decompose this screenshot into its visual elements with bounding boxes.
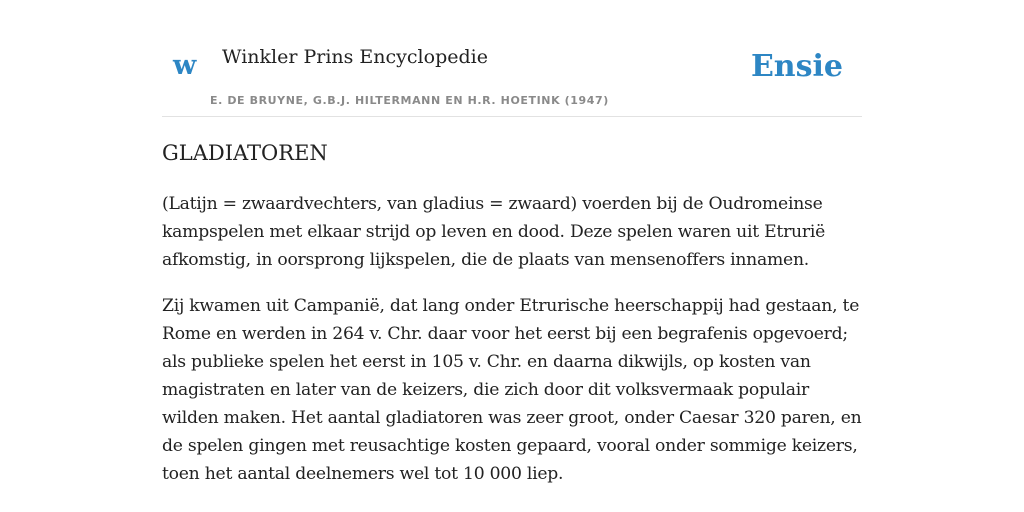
- article-paragraph: Zij kwamen uit Campanië, dat lang onder Etrurische heerschappij had gestaan, te Rome en werden in 264 v. Chr. daar voor het eerst bij een begrafenis opgevoerd; als publieke spelen het eerst in 105 v. Chr. en daarna dikwijls, op kosten van magistraten en later van de keizers, die zich door dit volksvermaak populair wilden maken. Het aantal gladiatoren was zeer groot, onder Caesar 320 paren, en de spelen gingen met reusachtige kosten gepaard, vooral onder sommige keizers, toen het aantal deelnemers wel tot 10 000 liep.: [162, 296, 862, 485]
- encyclopedia-title[interactable]: Winkler Prins Encyclopedie: [222, 46, 488, 68]
- article-paragraph: (Latijn = zwaardvechters, van gladius = zwaard) voerden bij de Oudromeinse kampspelen met elkaar strijd op leven en dood. Deze spelen waren uit Etrurië afkomstig, in oorsprong lijkspelen, die de plaats van mensenoffers innamen.: [162, 194, 825, 271]
- article-title: GLADIATOREN: [162, 141, 328, 165]
- authors-line: E. DE BRUYNE, G.B.J. HILTERMANN EN H.R. HOETINK (1947): [210, 94, 609, 107]
- ensie-logo[interactable]: Ensie: [750, 49, 843, 84]
- logo-w-icon[interactable]: w: [173, 50, 197, 81]
- article: [162, 140, 866, 506]
- site-header: [162, 0, 862, 117]
